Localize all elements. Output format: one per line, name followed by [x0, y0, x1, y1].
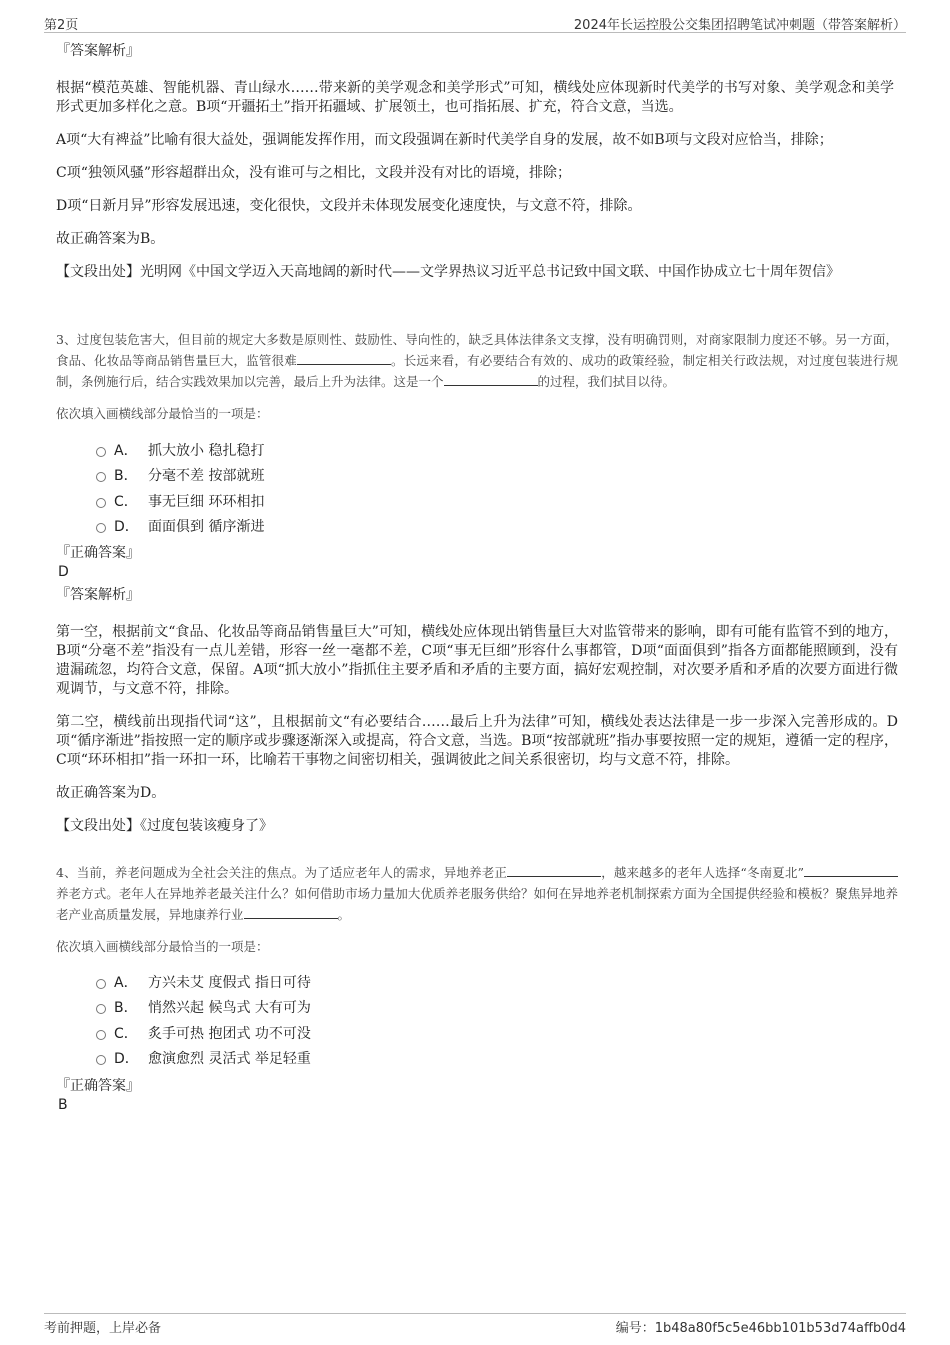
analysis-label: 『答案解析』 — [56, 587, 140, 603]
option-d[interactable] — [96, 514, 264, 540]
option-letter: C． — [114, 1025, 138, 1042]
option-letter: C． — [114, 493, 138, 510]
document-code — [616, 1317, 906, 1336]
radio-button[interactable] — [96, 523, 106, 533]
source-citation: 【文段出处】《过度包装该瘦身了》 — [56, 818, 273, 834]
option-a[interactable] — [96, 437, 264, 463]
analysis-conclusion: 故正确答案为D。 — [56, 785, 166, 801]
radio-button[interactable] — [96, 1030, 106, 1040]
question-text-part: 养老方式。老年人在异地养老最关注什么？如何借助市场力量加大优质养老服务供给？如何在异地养老机制探索方面为全国提供经验和模板？聚焦异地养老产业高质量发展，异地康养行业 — [56, 886, 898, 922]
question-4-text — [56, 862, 898, 925]
question-text-part: 的过程，我们拭目以待。 — [537, 374, 676, 389]
question-4-answer-section — [56, 1077, 140, 1121]
question-3-text — [56, 329, 898, 392]
analysis-paragraph: 第一空，根据前文“食品、化妆品等商品销售量巨大”可知，横线处应体现出销售量巨大对监管带来的影响，即有可能有监管不到的地方，B项“分毫不差”指没有一点儿差错，形容一丝一毫都不差，C项“事无巨细”形容什么事都管，D项“面面俱到”指各方面都能照顾到，没有遗漏疏忽，均符合文意，保留。A项“抓大放小”指抓住主要矛盾和矛盾的主要方面，搞好宏观控制，对次要矛盾和矛盾的次要方面进行微观调节，与文意不符，排除。 — [56, 624, 898, 697]
radio-button[interactable] — [96, 472, 106, 482]
radio-button[interactable] — [96, 979, 106, 989]
page-footer — [44, 1313, 906, 1334]
analysis-paragraph: 根据“模范英雄、智能机器、青山绿水……带来新的美学观念和美学形式”可知，横线处应体现新时代美学的书写对象、美学观念和美学形式更加多样化之意。B项“开疆拓土”指开拓疆域、扩展领土，也可指拓展、扩充，符合文意，当选。 — [56, 80, 894, 115]
question-text-part: 4、当前，养老问题成为全社会关注的焦点。为了适应老年人的需求，异地养老正 — [56, 865, 508, 880]
question-4-prompt: 依次填入画横线部分最恰当的一项是： — [56, 939, 269, 954]
question-text-part: 。长远来看，有必要结合有效的、成功的政策经验，制定相关行政法规，对过度包装进行规制，条例施行后，结合实践效果加以完善，最后上升为法律。这是一个 — [56, 353, 898, 389]
option-letter: D． — [114, 519, 139, 536]
option-b[interactable] — [96, 463, 264, 489]
analysis-paragraph: 第二空，横线前出现指代词“这”，且根据前文“有必要结合……最后上升为法律”可知，横线处表达法律是一步一步深入完善形成的。D项“循序渐进”指按照一定的顺序或步骤逐渐深入或提高，符合文意，当选。B项“按部就班”指办事要按照一定的规矩，遵循一定的程序，C项“环环相扣”指一环扣一环，比喻若干事物之间密切相关，强调彼此之间关系很密切，均与文意不符，排除。 — [56, 714, 898, 768]
answer-blank — [804, 863, 898, 877]
option-b[interactable] — [96, 995, 311, 1021]
document-title: 2024年长运控股公交集团招聘笔试冲刺题（带答案解析） — [573, 18, 906, 33]
answer-blank — [297, 351, 391, 365]
option-a[interactable] — [96, 969, 311, 995]
document-code-label: 编号： — [615, 1321, 655, 1336]
question-4-options — [96, 969, 311, 1071]
question-text-part: ，越来越多的老年人选择“冬南夏北” — [601, 865, 804, 880]
page-number: 第2页 — [44, 18, 79, 33]
option-letter: D． — [114, 1051, 139, 1068]
radio-button[interactable] — [96, 1004, 106, 1014]
analysis-paragraph: C项“独领风骚”形容超群出众，没有谁可与之相比，文段并没有对比的语境，排除； — [56, 165, 572, 181]
option-text: 方兴未艾 度假式 指日可待 — [148, 974, 311, 991]
option-text: 悄然兴起 候鸟式 大有可为 — [148, 1000, 311, 1017]
page-header — [44, 10, 906, 33]
option-letter: A． — [114, 442, 138, 459]
question-3-options — [96, 437, 264, 539]
document-code-value: 1b48a80f5c5e46bb101b53d74affb0d4 — [654, 1321, 906, 1336]
correct-answer-label: 『正确答案』 — [56, 545, 140, 561]
question-text-part: 3、过度包装危害大，但目前的规定大多数是原则性、鼓励性、导向性的，缺乏具体法律条文支撑，没有明确罚则，对商家限制力度还不够。另一方面，食品、化妆品等商品销售量巨大，监管很难 — [56, 332, 898, 368]
analysis-paragraph: D项“日新月异”形容发展迅速，变化很快，文段并未体现发展变化速度快，与文意不符，排除。 — [56, 198, 642, 214]
correct-answer: B — [58, 1097, 68, 1113]
option-text: 抓大放小 稳扎稳打 — [148, 442, 265, 459]
option-text: 分毫不差 按部就班 — [148, 468, 265, 485]
source-citation: 【文段出处】光明网《中国文学迈入天高地阔的新时代——文学界热议习近平总书记致中国文联、中国作协成立七十周年贺信》 — [56, 264, 840, 280]
radio-button[interactable] — [96, 498, 106, 508]
analysis-label: 『答案解析』 — [56, 43, 140, 59]
option-text: 炙手可热 抱团式 功不可没 — [148, 1025, 311, 1042]
answer-blank — [507, 863, 601, 877]
option-text: 愈演愈烈 灵活式 举足轻重 — [148, 1051, 311, 1068]
answer-blank — [244, 905, 338, 919]
analysis-paragraph: A项“大有裨益”比喻有很大益处，强调能发挥作用，而文段强调在新时代美学自身的发展，故不如B项与文段对应恰当，排除； — [56, 132, 833, 148]
correct-answer: D — [58, 564, 69, 580]
analysis-conclusion: 故正确答案为B。 — [56, 231, 165, 247]
option-letter: B． — [114, 1000, 138, 1017]
radio-button[interactable] — [96, 1055, 106, 1065]
question-3-prompt: 依次填入画横线部分最恰当的一项是： — [56, 406, 269, 421]
option-text: 面面俱到 循序渐进 — [148, 519, 265, 536]
option-d[interactable] — [96, 1046, 311, 1072]
correct-answer-label: 『正确答案』 — [56, 1078, 140, 1094]
radio-button[interactable] — [96, 447, 106, 457]
option-text: 事无巨细 环环相扣 — [148, 493, 265, 510]
option-letter: B． — [114, 468, 138, 485]
q2-analysis-section — [56, 42, 894, 296]
question-3-answer-section — [56, 544, 898, 850]
option-c[interactable] — [96, 488, 264, 514]
option-c[interactable] — [96, 1020, 311, 1046]
question-text-part: 。 — [337, 907, 351, 922]
option-letter: A． — [114, 974, 138, 991]
footer-slogan: 考前押题，上岸必备 — [44, 1321, 162, 1336]
answer-blank — [444, 372, 538, 386]
